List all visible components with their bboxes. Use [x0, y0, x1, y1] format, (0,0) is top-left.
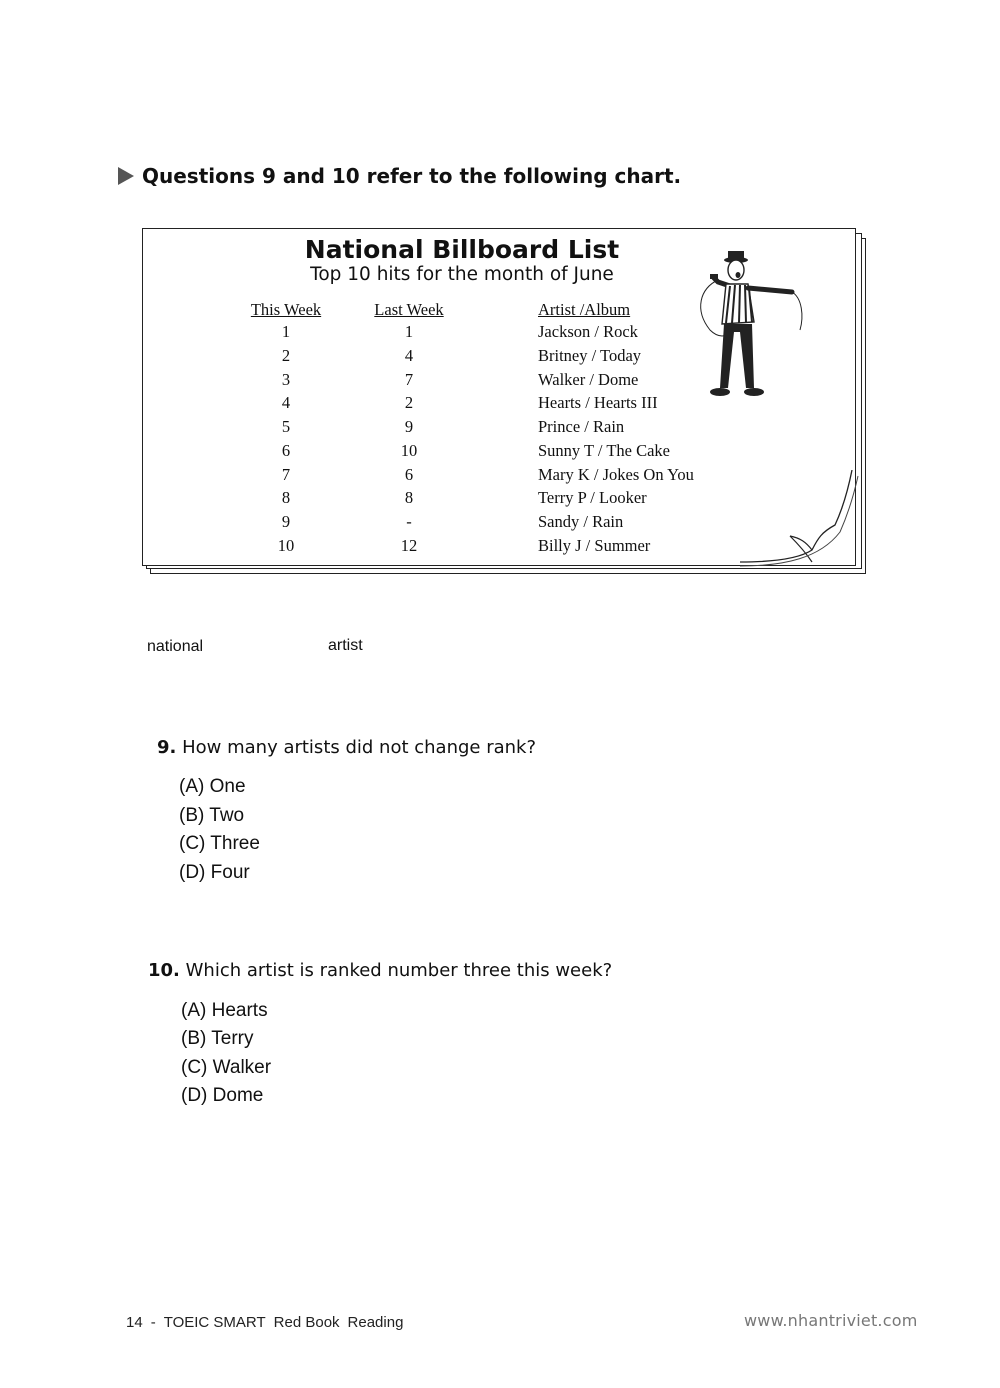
- page-number: 14: [126, 1314, 143, 1331]
- question-number: 10.: [148, 960, 180, 981]
- cell-last-week: 9: [404, 417, 414, 436]
- cell-artist-album: Hearts / Hearts III: [538, 393, 658, 412]
- cell-artist-album: Terry P / Looker: [538, 488, 647, 507]
- book-color: Red Book: [273, 1314, 340, 1331]
- cell-last-week: -: [406, 512, 412, 531]
- chart-subtitle: Top 10 hits for the month of June: [310, 264, 614, 285]
- cell-artist-album: Jackson / Rock: [538, 322, 638, 341]
- singer-illustration: [690, 248, 820, 410]
- question-text: How many artists did not change rank?: [182, 737, 537, 758]
- book-title: TOEIC SMART: [163, 1314, 266, 1331]
- question-number: 9.: [157, 737, 177, 758]
- cell-this-week: 3: [281, 370, 291, 389]
- header-last-week: Last Week: [374, 300, 444, 319]
- cell-this-week: 7: [281, 465, 291, 484]
- answer-option[interactable]: (A) One: [179, 776, 246, 797]
- cell-last-week: 4: [404, 346, 414, 365]
- answer-option[interactable]: (B) Terry: [181, 1028, 254, 1049]
- instruction-text: Questions 9 and 10 refer to the following chart.: [142, 164, 682, 188]
- cell-last-week: 2: [404, 393, 414, 412]
- triangle-bullet-icon: [118, 167, 134, 185]
- footer-dash: -: [150, 1314, 156, 1331]
- book-section: Reading: [347, 1314, 404, 1331]
- cell-this-week: 4: [281, 393, 291, 412]
- cell-this-week: 10: [277, 536, 295, 555]
- answer-option[interactable]: (C) Walker: [181, 1057, 272, 1078]
- instruction-heading: [118, 164, 681, 188]
- cell-last-week: 8: [404, 488, 414, 507]
- answer-option[interactable]: (C) Three: [179, 833, 260, 854]
- question-text: Which artist is ranked number three this week?: [185, 960, 613, 981]
- cell-this-week: 9: [281, 512, 291, 531]
- vocab-word: artist: [328, 637, 363, 654]
- cell-last-week: 7: [404, 370, 414, 389]
- cell-last-week: 12: [400, 536, 418, 555]
- page-footer: [126, 1314, 411, 1331]
- question-9: [157, 737, 536, 758]
- cell-artist-album: Sunny T / The Cake: [538, 441, 670, 460]
- header-this-week: This Week: [250, 300, 322, 319]
- cell-artist-album: Billy J / Summer: [538, 536, 651, 555]
- cell-this-week: 2: [281, 346, 291, 365]
- answer-option[interactable]: (D) Dome: [181, 1085, 264, 1106]
- cell-last-week: 6: [404, 465, 414, 484]
- website-url: www.nhantriviet.com: [744, 1311, 918, 1330]
- cell-this-week: 6: [281, 441, 291, 460]
- cell-this-week: 8: [281, 488, 291, 507]
- cell-artist-album: Prince / Rain: [538, 417, 625, 436]
- cell-artist-album: Mary K / Jokes On You: [538, 465, 694, 484]
- answer-option[interactable]: (B) Two: [179, 805, 245, 826]
- cell-this-week: 1: [281, 322, 291, 341]
- cell-this-week: 5: [281, 417, 291, 436]
- header-artist-album: Artist /Album: [538, 300, 631, 319]
- cell-artist-album: Sandy / Rain: [538, 512, 624, 531]
- cell-last-week: 10: [400, 441, 418, 460]
- answer-option[interactable]: (D) Four: [179, 862, 250, 883]
- vocab-word: national: [147, 638, 204, 655]
- cell-artist-album: Britney / Today: [538, 346, 642, 365]
- answer-option[interactable]: (A) Hearts: [181, 1000, 268, 1021]
- page-curl-graphic: [740, 470, 870, 575]
- chart-title: National Billboard List: [304, 235, 620, 264]
- cell-artist-album: Walker / Dome: [538, 370, 639, 389]
- cell-last-week: 1: [404, 322, 414, 341]
- question-10: [148, 960, 612, 981]
